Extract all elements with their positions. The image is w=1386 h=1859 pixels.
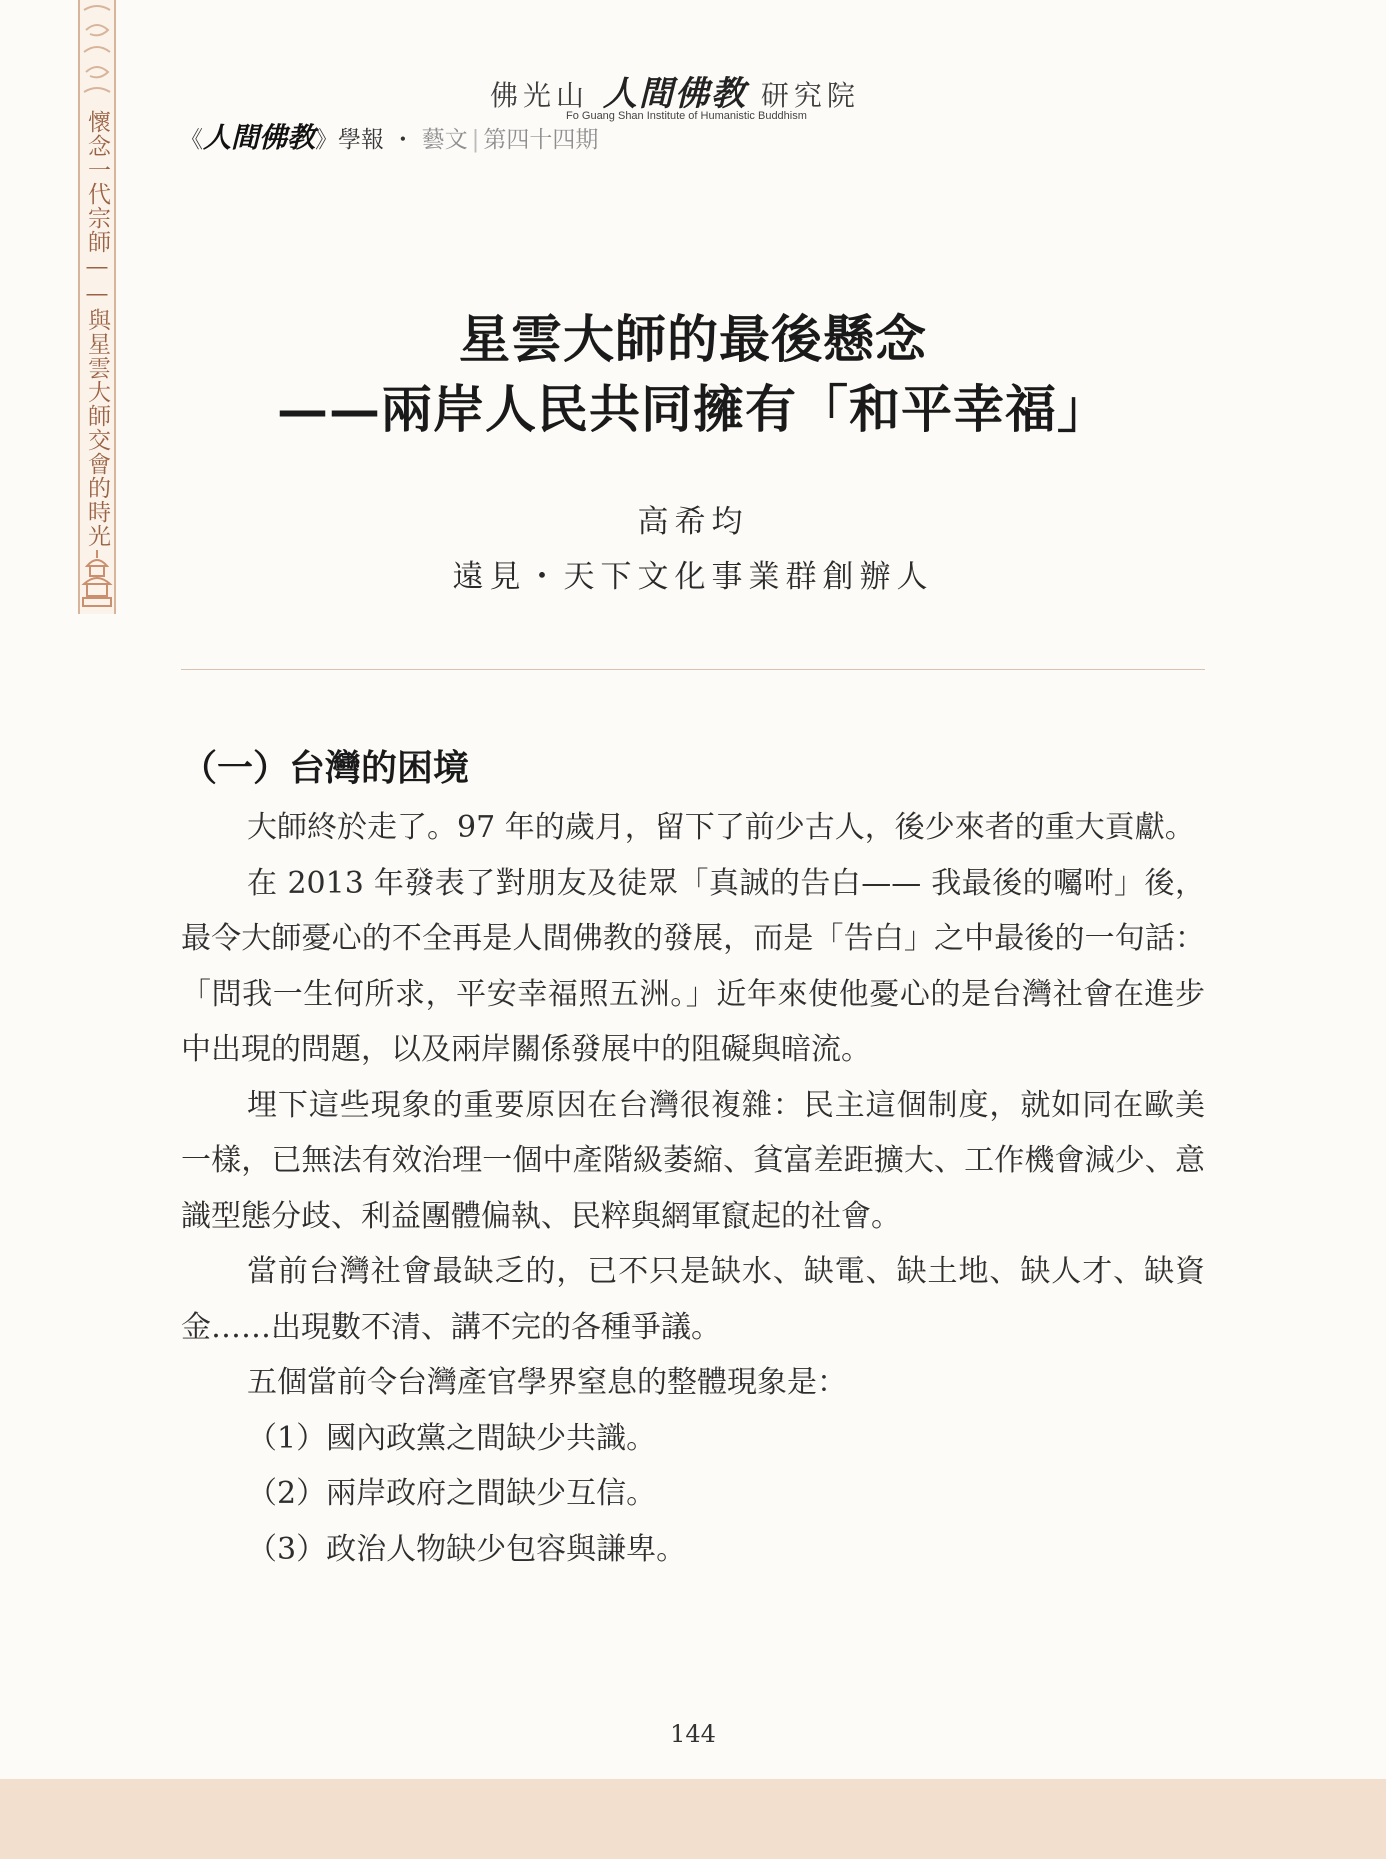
journal-separator: | xyxy=(471,127,480,153)
institute-name xyxy=(490,66,860,115)
paragraph: 五個當前令台灣產官學界窒息的整體現象是： xyxy=(247,1365,847,1400)
journal-issue: 第四十四期 xyxy=(483,127,599,153)
paragraph: 埋下這些現象的重要原因在台灣很複雜：民主這個制度，就如同在歐美一樣，已無法有效治理一個中產階級萎縮、貧富差距擴大、工作機會減少、意識型態分歧、利益團體偏執、民粹與網軍竄起的社會。 xyxy=(181,1087,1205,1234)
sidebar-running-title: 懷念一代宗師——與星雲大師交會的時光 xyxy=(84,110,110,548)
article-subtitle: ——兩岸人民共同擁有「和平幸福」 xyxy=(276,380,1109,440)
institute-name-post: 研究院 xyxy=(760,79,860,112)
paragraph: 在 2013 年發表了對朋友及徒眾「真誠的告白—— 我最後的囑咐」後，最令大師憂心的不全再是人間佛教的發展，而是「告白」之中最後的一句話：「問我一生何所求，平安幸福照五洲。」近年來使他憂心的是台灣社會在進步中出現的問題，以及兩岸關係發展中的阻礙與暗流。 xyxy=(181,865,1205,1067)
section-heading: （一）台灣的困境 xyxy=(181,747,470,789)
institute-name-english: Fo Guang Shan Institute of Humanistic Buddhism xyxy=(566,110,807,122)
article-body xyxy=(181,800,1205,1577)
journal-calligraphy-logo: 人間佛教 xyxy=(203,121,316,154)
list-item: （1）國內政黨之間缺少共識。 xyxy=(247,1420,657,1456)
page-number: 144 xyxy=(670,1720,716,1748)
paragraph: 當前台灣社會最缺乏的，已不只是缺水、缺電、缺土地、缺人才、缺資金……出現數不清、講不完的各種爭議。 xyxy=(181,1254,1205,1345)
list-item: （3）政治人物缺少包容與謙卑。 xyxy=(247,1531,687,1567)
article-title: 星雲大師的最後懸念 xyxy=(458,310,927,370)
institute-name-pre: 佛光山 xyxy=(490,79,590,112)
swirl-ornament-icon xyxy=(80,0,114,100)
paragraph: 大師終於走了。97 年的歲月，留下了前少古人，後少來者的重大貢獻。 xyxy=(247,810,1195,845)
title-divider xyxy=(181,669,1205,670)
journal-header xyxy=(180,116,598,156)
journal-bracket-open: 《 xyxy=(180,127,203,153)
institute-calligraphy-logo: 人間佛教 xyxy=(602,74,747,114)
list-item: （2）兩岸政府之間缺少互信。 xyxy=(247,1476,657,1511)
author-name: 高希均 xyxy=(637,504,749,540)
journal-name-suffix: 》學報 ・ xyxy=(315,127,415,153)
author-affiliation: 遠見・天下文化事業群創辦人 xyxy=(452,559,934,595)
journal-section: 藝文 xyxy=(421,127,468,153)
footer-band xyxy=(0,1779,1386,1859)
